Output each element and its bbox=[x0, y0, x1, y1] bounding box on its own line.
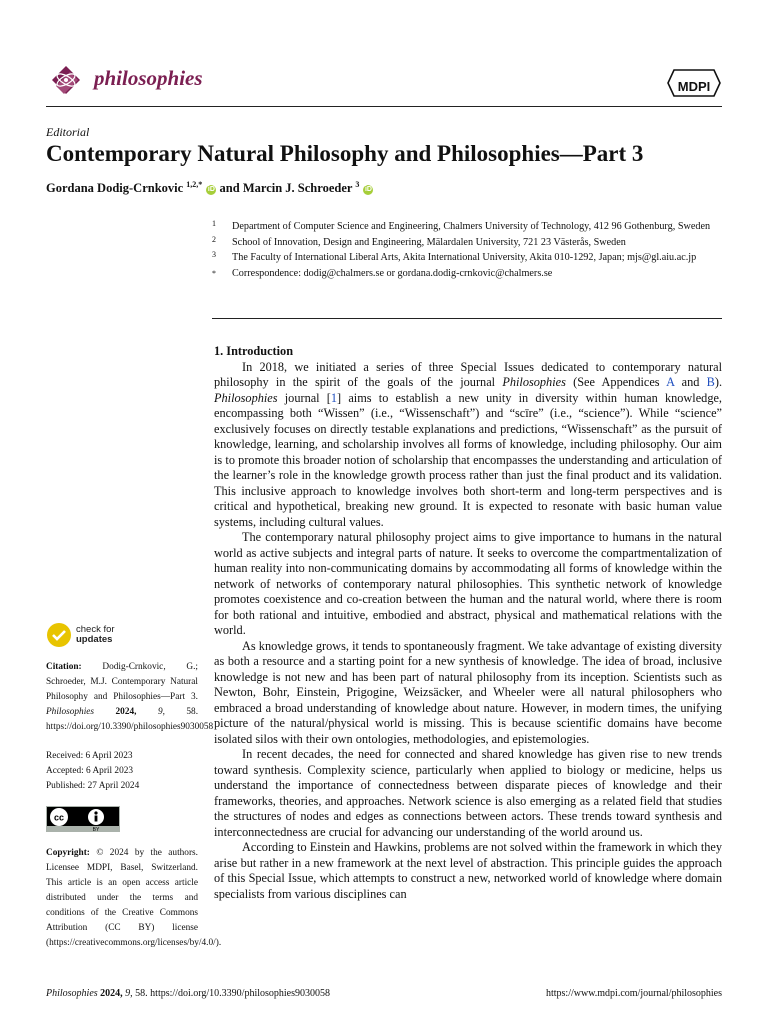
citation-journal: Philosophies bbox=[46, 707, 95, 717]
article-body bbox=[214, 344, 722, 902]
affiliation-marker: 2 bbox=[212, 234, 216, 244]
affiliation-marker: 3 bbox=[212, 250, 216, 259]
journal-name: philosophies bbox=[94, 66, 203, 90]
affiliation-item bbox=[212, 236, 722, 251]
check-for-updates-icon bbox=[46, 622, 72, 648]
footer-doi[interactable]: 58. https://doi.org/10.3390/philosophies9030058 bbox=[135, 988, 330, 999]
citation-text: Dodig-Crnkovic, G.; Schroeder, M.J. Contemporary Natural Philosophy and Philosophies—Part 3. bbox=[46, 662, 198, 702]
appendix-a-link[interactable]: A bbox=[666, 375, 675, 389]
received-date: Received: 6 April 2023 bbox=[46, 751, 133, 761]
mdpi-logo bbox=[666, 68, 722, 98]
footer-citation bbox=[46, 988, 330, 999]
paragraph: In recent decades, the need for connected and shared knowledge has given rise to new trends toward synthesis. Complexity science, particularly when applied to biology or medicine, helps us understand the importance of connectedness between disparate pieces of knowledge and their frameworks, theories, and approaches. Network science is also emerging as a related field that studies the structures of nodes and edges as connections between actors. These trends toward synthesis and interconnectedness are crucial for advancing our understanding of the world around us. bbox=[214, 747, 722, 839]
header-rule bbox=[46, 106, 722, 107]
cc-by-license-icon[interactable] bbox=[46, 806, 120, 832]
article-title: Contemporary Natural Philosophy and Philosophies—Part 3 bbox=[46, 141, 644, 166]
check-updates-line1: check for bbox=[76, 624, 115, 635]
author-list bbox=[46, 180, 373, 196]
svg-text:cc: cc bbox=[53, 812, 65, 823]
orcid-icon[interactable]: iD bbox=[364, 186, 372, 194]
mdpi-text: MDPI bbox=[677, 79, 711, 94]
check-for-updates-badge[interactable] bbox=[46, 620, 198, 650]
author-name: Marcin J. Schroeder bbox=[242, 181, 353, 196]
journal-italic: Philosophies bbox=[502, 375, 566, 389]
affiliation-rule bbox=[212, 318, 722, 319]
paragraph: As knowledge grows, it tends to spontaneously fragment. We take advantage of existing diversity as both a resource and a starting point for a new synthesis of knowledge. The idea of broad, inclusive knowledge is not new and has been part of natural philosophy from its inception. Scientists such as Newton, Bohr, Einstein, Prigogine, Weizsäcker, and Wheeler were all natural philosophers who embraced a broad understanding of knowledge about nature. However, in modern times, the unifying picture of the natural/physical world is missing. This is because scientific domains have become isolated silos with their own ontologies, methodologies, and epistemologies. bbox=[214, 638, 722, 746]
published-date: Published: 27 April 2024 bbox=[46, 781, 140, 791]
affiliation-marker: * bbox=[212, 268, 216, 278]
paragraph-text: In 2018, we initiated a series of three Special Issues dedicated to contemporary natural philosophy in the spirit of the goals of the journal bbox=[214, 359, 722, 389]
citation-label: Citation: bbox=[46, 662, 82, 672]
paragraph: The contemporary natural philosophy project aims to give importance to humans in the natural world as active subjects and integral parts of nature. It seeks to overcome the compartmentalization of human reality into non-communicating domains by accommodating all forms of knowledge within the network of networks of contemporary natural philosophies. This synthetic network of knowledge promotes coexistence and co-creation between the human and the natural world, where there is room for both rational and intuitive, embodied and abstract, physical and mathematical relations with the world. bbox=[214, 530, 722, 637]
affiliation-text: The Faculty of International Liberal Arts, Akita International University, Akita 010-1292, Japan; mjs@gl.aiu.ac.jp bbox=[232, 252, 697, 263]
citation-block bbox=[46, 660, 214, 735]
publication-dates bbox=[46, 749, 198, 794]
affiliation-item bbox=[212, 220, 722, 235]
copyright-block bbox=[46, 846, 222, 951]
footer-volume: 9, bbox=[125, 988, 133, 999]
copyright-text: © 2024 by the authors. Licensee MDPI, Basel, Switzerland. This article is an open access article distributed under the terms and conditions of the Creative Commons Attribution (CC BY) license (https://creativecommons.org/licenses/by/4.0/). bbox=[46, 848, 222, 948]
affiliation-item bbox=[212, 251, 722, 266]
author-affiliation-marker: 1,2,* bbox=[186, 180, 203, 189]
check-updates-line2: updates bbox=[76, 634, 113, 645]
paragraph-text: journal [ bbox=[277, 390, 331, 405]
accepted-date: Accepted: 6 April 2023 bbox=[46, 766, 134, 776]
correspondence-text: Correspondence: dodig@chalmers.se or gordana.dodig-crnkovic@chalmers.se bbox=[232, 267, 553, 279]
footer-url[interactable]: https://www.mdpi.com/journal/philosophies bbox=[545, 988, 722, 999]
journal-header bbox=[46, 60, 722, 100]
footer-year: 2024, bbox=[100, 988, 123, 999]
author-joiner: and bbox=[219, 181, 240, 196]
paragraph-text: ] aims to establish a new unity in diversity within human knowledge, encompassing both “Wissen” (i.e., “Wissenschaft”) and “scīre” (i.e., “science”). While “science” exclusively focuses on directly testable explanations and predictions, “Wissenschaft” as the pursuit of knowledge, learning, and scholarship involves all forms of knowledge, including philosophy. Our aim is to promote this broader notion of scholarship that encompasses the understanding and articulation of the learner’s role in the knowledge growth process rather than just the final product and its validation. This inclusive approach to knowledge involves both short-term and long-term perspectives and is critical and hypothetical, breaking new ground. It is expected to resonate with basic human value systems, including cultural values. bbox=[214, 390, 722, 529]
citation-doi[interactable]: 58. https://doi.org/10.3390/philosophies9030058 bbox=[46, 707, 214, 732]
paragraph-text: ). bbox=[714, 375, 723, 389]
paragraph-text: and bbox=[674, 375, 707, 389]
paragraph bbox=[214, 360, 722, 531]
paragraph-text: (See Appendices bbox=[565, 375, 667, 389]
affiliation-text: School of Innovation, Design and Engineering, Mälardalen University, 721 23 Västerås, Sweden bbox=[232, 236, 626, 248]
journal-italic: Philosophies bbox=[214, 390, 278, 405]
affiliation-text: Department of Computer Science and Engineering, Chalmers University of Technology, 412 96 Gothenburg, Sweden bbox=[232, 221, 711, 232]
reference-link[interactable]: 1 bbox=[330, 390, 338, 405]
citation-volume: 9, bbox=[157, 707, 165, 717]
article-sidebar bbox=[46, 620, 222, 951]
journal-logo-icon bbox=[46, 60, 86, 100]
affiliations bbox=[212, 220, 722, 282]
orcid-icon[interactable]: iD bbox=[207, 186, 215, 194]
paragraph: According to Einstein and Hawkins, problems are not solved within the framework in which they arise but rather in a new framework at the next level of abstraction. This principle guides the approach of this Special Issue, which attempts to construct a new, networked world of knowledge where domain specialists from various disciplines can bbox=[214, 840, 722, 901]
affiliation-marker: 1 bbox=[212, 219, 216, 228]
affiliation-item bbox=[212, 267, 722, 282]
appendix-b-link[interactable]: B bbox=[706, 375, 715, 389]
footer-journal: Philosophies bbox=[46, 988, 98, 999]
copyright-label: Copyright: bbox=[46, 848, 90, 858]
section-heading: 1. Introduction bbox=[214, 344, 294, 358]
citation-year: 2024, bbox=[115, 707, 137, 717]
article-type: Editorial bbox=[46, 125, 90, 139]
svg-text:BY: BY bbox=[92, 827, 100, 832]
author-name: Gordana Dodig-Crnkovic bbox=[46, 181, 184, 196]
author-affiliation-marker: 3 bbox=[355, 180, 360, 189]
